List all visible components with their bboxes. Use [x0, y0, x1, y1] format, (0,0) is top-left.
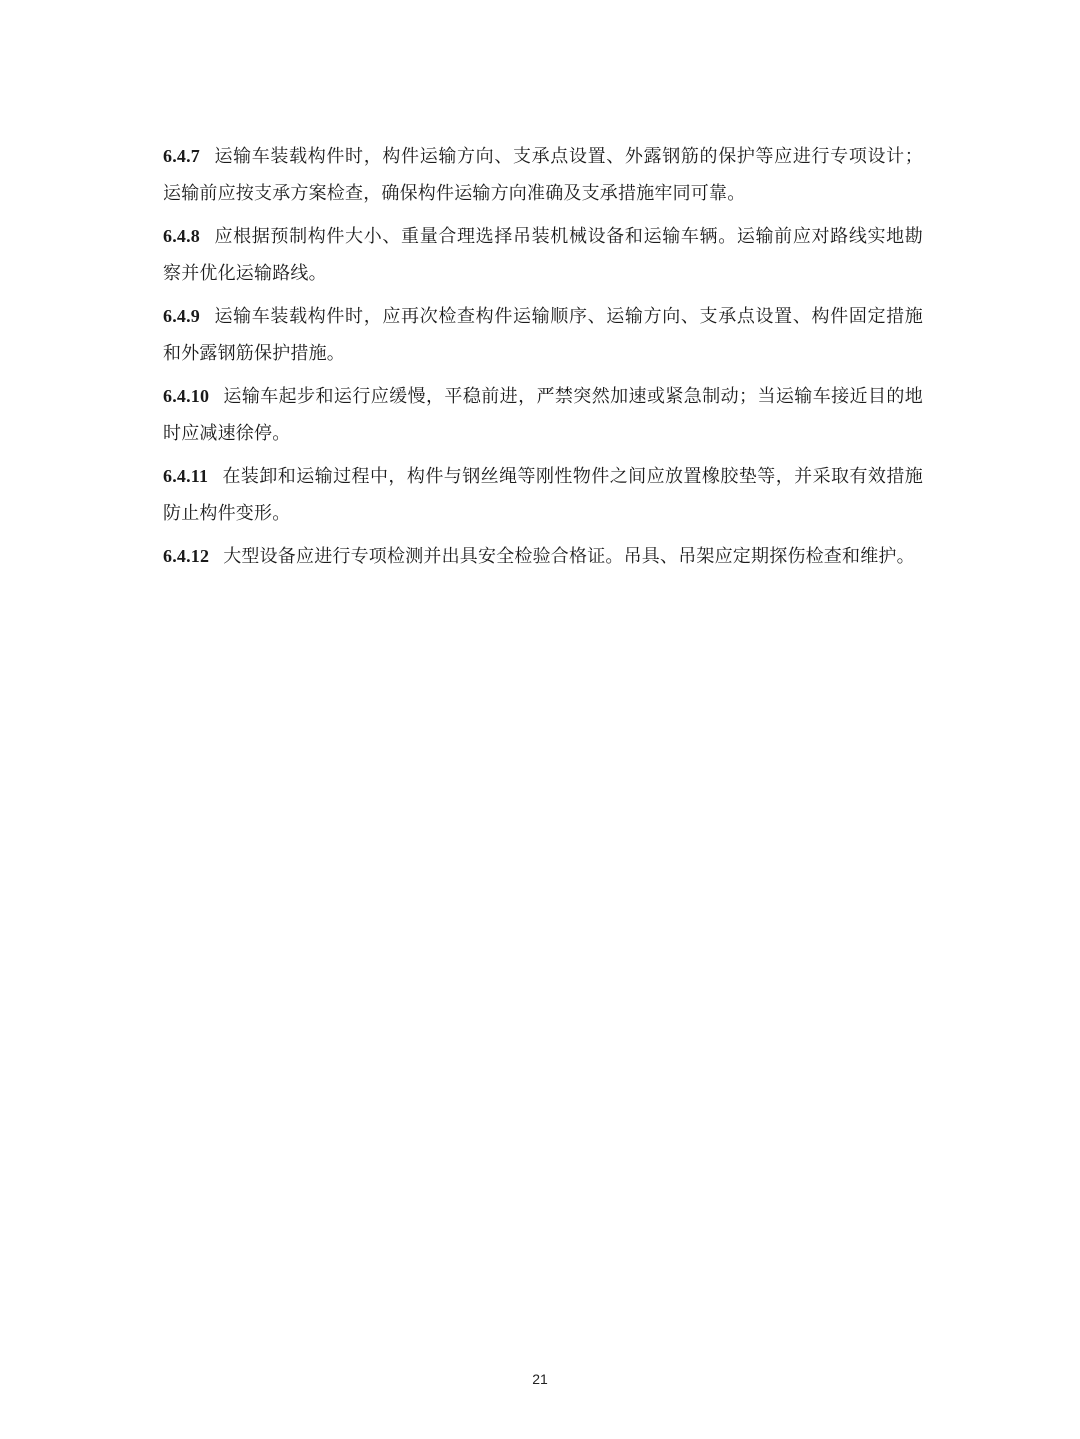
clause-text: 应根据预制构件大小、重量合理选择吊装机械设备和运输车辆。运输前应对路线实地勘察并优化运输路线。: [163, 226, 923, 284]
clause-list: [163, 138, 923, 581]
clause-6-4-10: [163, 378, 923, 452]
clause-6-4-8: [163, 218, 923, 292]
clause-text: 运输车装载构件时，应再次检查构件运输顺序、运输方向、支承点设置、构件固定措施和外露钢筋保护措施。: [163, 306, 923, 364]
clause-6-4-9: [163, 298, 923, 372]
clause-number: 6.4.9: [163, 306, 200, 326]
clause-6-4-7: [163, 138, 923, 212]
clause-number: 6.4.11: [163, 466, 209, 486]
clause-text: 在装卸和运输过程中，构件与钢丝绳等刚性物件之间应放置橡胶垫等，并采取有效措施防止构件变形。: [163, 466, 923, 524]
clause-text: 运输车装载构件时，构件运输方向、支承点设置、外露钢筋的保护等应进行专项设计；运输前应按支承方案检查，确保构件运输方向准确及支承措施牢同可靠。: [163, 146, 923, 204]
clause-6-4-12: [163, 538, 923, 575]
clause-number: 6.4.10: [163, 386, 210, 406]
clause-number: 6.4.12: [163, 546, 210, 566]
clause-number: 6.4.7: [163, 146, 200, 166]
clause-text: 运输车起步和运行应缓慢，平稳前进，严禁突然加速或紧急制动；当运输车接近目的地时应减速徐停。: [163, 386, 923, 444]
page-number: 21: [532, 1371, 548, 1387]
clause-text: 大型设备应进行专项检测并出具安全检验合格证。吊具、吊架应定期探伤检查和维护。: [223, 546, 915, 567]
clause-6-4-11: [163, 458, 923, 532]
clause-number: 6.4.8: [163, 226, 200, 246]
